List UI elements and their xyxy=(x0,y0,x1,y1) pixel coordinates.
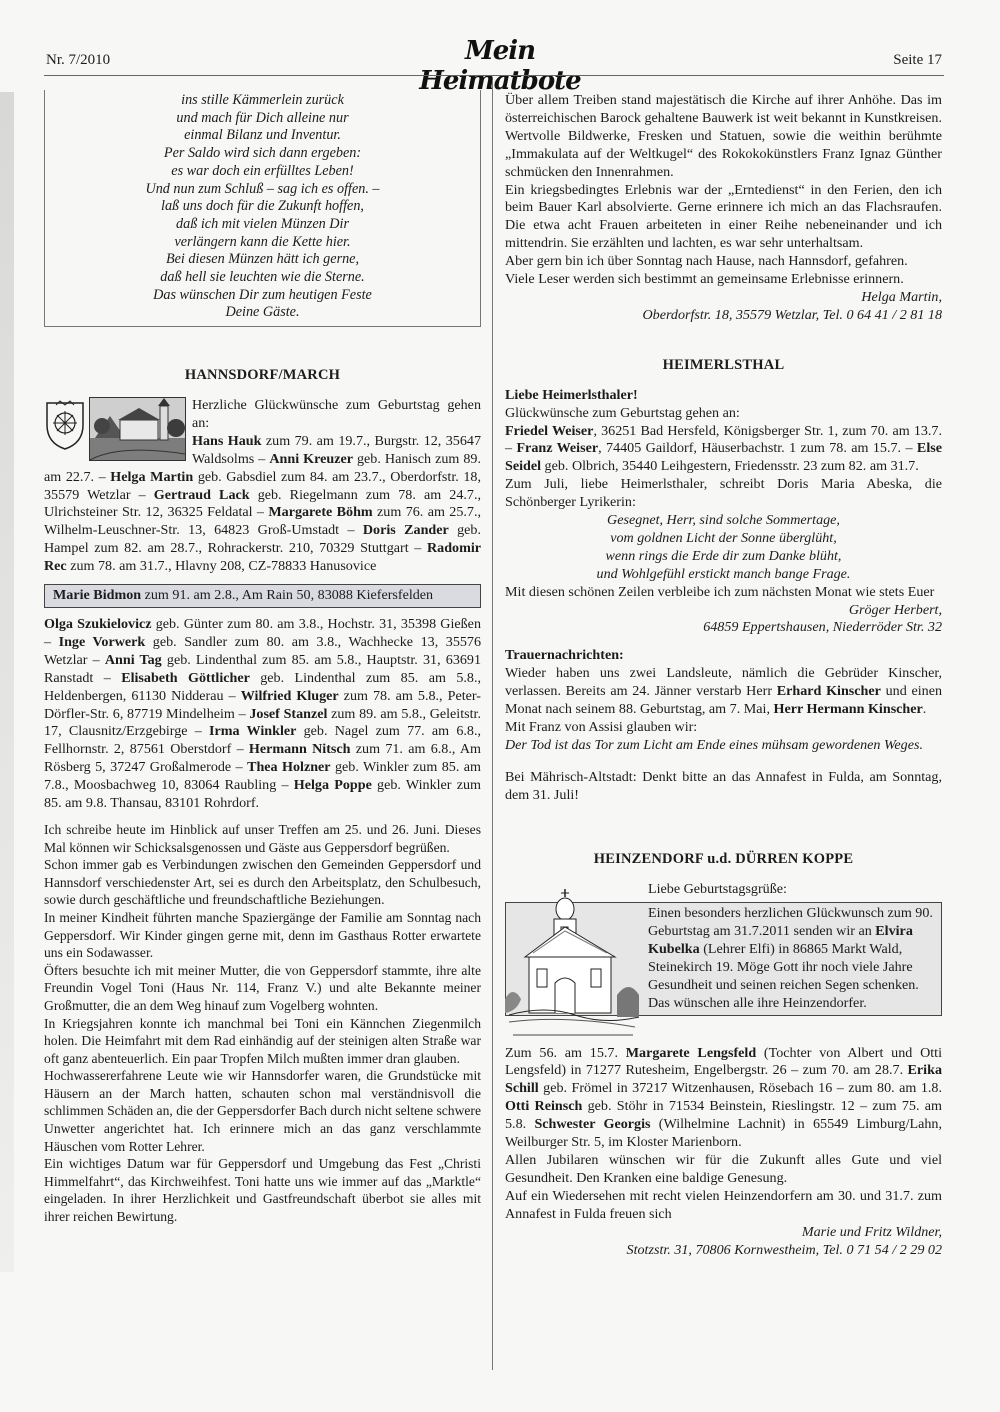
signature-address: Stotzstr. 31, 70806 Kornwestheim, Tel. 0 71 54 / 2 29 02 xyxy=(626,1241,942,1258)
poem-line: wenn rings die Erde dir zum Danke blüht, xyxy=(605,547,842,564)
story-paragraph: In Kriegsjahren konnte ich manchmal bei Toni ein Kännchen Ziegenmilch holen. Die Heimfahrt mit dem Rad einhändig auf der steinigen alten Straße war oft ganz abenteuerlich. Ein paar Tropfen Milch mußten immer dran glauben. xyxy=(44,1015,481,1066)
left-column xyxy=(44,90,481,1226)
highlight-box-kubelka: Einen besonders herzlichen Glückwunsch zum 90. Geburtstag am 31.7.2011 senden wir an Elvira Kubelka (Lehrer Elfi) in 86865 Markt Wald, Steinekirch 19. Möge Gott ihr noch viele Jahre Gesundheit und seinen reichen Segen schenken. Das wünschen alle ihre Heinzendorfer. xyxy=(505,902,942,1015)
poem-line: Gesegnet, Herr, sind solche Sommertage, xyxy=(607,512,840,529)
section-heading-hannsdorf: HANNSDORF/MARCH xyxy=(184,367,341,384)
birthday-name: Hans Hauk xyxy=(192,432,262,449)
story-paragraph: Ein wichtiges Datum war für Geppersdorf und Umgebung das Fest „Christi Himmelfahrt“, das Kirchweihfest. Toni hatte uns wie immer auf das „Marktle“ eingeladen. In ihrer Herzlichkeit und Gastfreundschaft überbot sie alles mit ihrer reichen Bewirtung. xyxy=(44,1156,481,1225)
issue-number: Nr. 7/2010 xyxy=(46,52,111,68)
story-paragraph: Aber gern bin ich über Sonntag nach Hause, nach Hannsdorf, gefahren. xyxy=(505,253,908,270)
annafest-note: Bei Mährisch-Altstadt: Denkt bitte an das Annafest in Fulda, am Sonntag, dem 31. Juli! xyxy=(505,768,942,803)
birthday-name: Doris Zander xyxy=(362,522,449,539)
hannsdorf-birthdays: Herzliche Glückwünsche zum Geburtstag gehen an: Hans Hauk zum 79. am 19.7., Burgstr. 12, 35647 Waldsolms – Anni Kreuzer geb. Hanisch zum 89. am 22.7. – Helga Martin geb. Gabsdiel zum 84. am 23.7., Oberdorfstr. 18, 35579 Wetzlar – Gertraud Lack geb. Riegelmann zum 78. am 24.7., Ulrichsteiner Str. 12, 36325 Feldatal – Margarete Böhm zum 76. am 25.7., Wilhelm-Leuschner-Str. 13, 64823 Groß-Umstadt – Doris Zander geb. Hampel zum 82. am 28.7., Rohrackerstr. 210, 70329 Stuttgart – Radomir Rec zum 78. am 31.7., Hlavny 208, CZ-78833 Hanusovice xyxy=(44,397,482,575)
birthday-name: Margarete Böhm xyxy=(268,504,373,521)
story-paragraph: Hochwassererfahrene Leute wie wir Hannsdorfer waren, die Grundstücke mit Häusern an der March hatten, schauten schon mal verständnisvoll die schlimmen Schäden an, die der Geppersdorfer Bach durch nicht seltene schwere Unwetter angerichtet hat. Ich erinnere mich an das ganz verschlammte Häuschen vom Rotter Lehrer. xyxy=(44,1068,481,1154)
scan-edge xyxy=(0,92,14,1272)
header-rule xyxy=(44,75,944,76)
heinzendorf-birthdays: Zum 56. am 15.7. Margarete Lengsfeld (Tochter von Albert und Otti Lengsfeld) in 71277 Rutesheim, Engelbergstr. 26 – zum 70. am 28.7. Erika Schill geb. Frömel in 37217 Witzenhausen, Rösebach 16 – zum 80. am 1.8. Otti Reinsch geb. Stöhr in 71534 Beinstein, Rieslingstr. 12 – zum 75. am 5.8. Schwester Georgis (Wilhelmine Lachnit) in 65549 Limburg/Lahn, Weilburger Str. 5, im Kloster Marienborn. xyxy=(505,1044,942,1151)
signature-address: Oberdorfstr. 18, 35579 Wetzlar, Tel. 0 64 41 / 2 81 18 xyxy=(642,306,942,323)
poem-line: einmal Bilanz und Inventur. xyxy=(184,127,341,144)
birthday-name: Gertraud Lack xyxy=(153,486,250,503)
masthead-logo: Mein Heimatbote xyxy=(419,36,581,96)
right-column: Über allem Treiben stand majestätisch die Kirche auf ihrer Anhöhe. Das im österreichischen Barock gehaltene Bauwerk ist weit bekannt in Kunstkreisen. Wertvolle Bildwerke, Fresken und Statuen, sowie die weithin berühmte „Immakulata auf der Weltkugel“ des Rokokokünstlers Franz Ignaz Günther schmücken den Innenrahmen. Ein kriegsbedingtes Erlebnis war der „Erntedienst“ in den Ferien, den ich beim Bauer Karl absolvierte. Gerne erinnere ich mich an das Flachsraufen. Die etwa acht Frauen arbeiteten in einer Reihe nebeneinander und ich mittendrin. Sie erzählten und lachten, es war sehr unterhaltsam. Aber gern bin ich über Sonntag nach Hause, nach Hannsdorf, gefahren. Viele Leser werden sich bestimmt an gemeinsame Erlebnisse erinnern. Helga Martin, Oberdorfstr. 18, 35579 Wetzlar, Tel. 0 64 41 / 2 81 18 HEIMERLSTHAL Liebe Heimerlsthaler! Glückwünsche zum Geburtstag gehen an: Friedel Weiser, 36251 Bad Hersfeld, Königsberger Str. 1, zum 70. am 13.7. – Franz Weiser, 74405 Gaildorf, Häuserbachstr. 1 zum 78. am 15.7. – Else Seidel geb. Olbrich, 35440 Leihgestern, Friedensstr. 23 zum 82. am 31.7. Zum Juli, liebe Heimerlsthaler, schreibt Doris Maria Abeska, die Schönberger Lyrikerin: Gesegnet, Herr, sind solche Sommertage, vom goldnen Licht der Sonne überglüht, wenn rings die Erde dir zum Danke blüht, und Wohlgefühl erstickt manch bange Frage. Mit diesen schönen Zeilen verbleibe ich zum nächsten Monat wie stets Euer Gröger Herbert, 64859 Eppertshausen, Niederröder Str. 32 Trauernachrichten: Wieder haben uns zwei Landsleute, nämlich die Gebrüder Kinscher, verlassen. Bereits am 24. Jänner verstarb Herr Erhard Kinscher und einen Monat nach seinem 88. Geburtstag, am 7. Mai, Herr Hermann Kinscher. Mit Franz von Assisi glauben wir: Der Tod ist das Tor zum Licht am Ende eines mühsam gewordenen Weges. Bei Mährisch-Altstadt: Denkt bitte an das Annafest in Fulda, am Sonntag, dem 31. Juli! HEINZENDORF u.d. DÜRREN KOPPE Liebe Geburtstagsgrüße: Einen besonders herzlichen Glückwunsch zum 90. Geburtstag am 31.7.2011 senden wir an Elvira Kubelka (Lehrer Elfi) in 86865 Markt Wald, Steinekirch 19. Möge Gott ihr noch viele Jahre Gesundheit und seinen reichen Segen schenken. Das wünschen alle ihre Heinzendorfer. Zum 56. am 15.7. Margarete Lengsfeld (Tochter von Albert und Otti Lengsfeld) in 71277 Rutesheim, Engelbergstr. 26 – zum 70. am 28.7. Erika Schill geb. Frömel in 37217 Witzenhausen, Rösebach 16 – zum 80. am 1.8. Otti Reinsch geb. Stöhr in 71534 Beinstein, Rieslingstr. 12 – zum 75. am 5.8. Schwester Georgis (Wilhelmine Lachnit) in 65549 Limburg/Lahn, Weilburger Str. 5, im Kloster Marienborn. Allen Jubilaren wünschen wir für die Zukunft alles Gute und viel Gesundheit. Den Kranken eine baldige Genesung. Auf ein Wiedersehen mit recht vielen Heinzendorfern am 30. und 31.7. zum Annafest in Fulda freuen sich Marie und Fritz Wildner, Stotzstr. 31, 70806 Kornwestheim, Tel. 0 71 54 / 2 29 02 xyxy=(505,92,943,1258)
story-paragraph: Öfters besuchte ich mit meiner Mutter, die von Geppersdorf stammte, ihre alte Freundin Vogel Toni (Haus Nr. 114, Franz V.) und alte Bekannte meiner Großmutter, die an dem Weg hinauf zum Vogelberg wohnten. xyxy=(44,962,481,1013)
poem-line: ins stille Kämmerlein zurück xyxy=(181,92,344,108)
poem-line: Deine Gäste. xyxy=(225,304,300,321)
signature-name: Helga Martin, xyxy=(861,288,942,305)
coat-of-arms-icon xyxy=(44,399,86,451)
hannsdorf-story xyxy=(44,821,481,1226)
signature-address: 64859 Eppertshausen, Niederröder Str. 32 xyxy=(703,619,942,636)
poem-line: verlängern kann die Kette hier. xyxy=(174,233,351,250)
poem-line: und Wohlgefühl erstickt manch bange Frage. xyxy=(596,565,851,582)
poem-line: und mach für Dich alleine nur xyxy=(176,109,349,126)
poem-line: Bei diesen Münzen hätt ich gerne, xyxy=(165,251,360,268)
poem-line: laß uns doch für die Zukunft hoffen, xyxy=(161,198,364,215)
poem-line: Per Saldo wird sich dann ergeben: xyxy=(163,145,362,162)
church-drawing xyxy=(505,887,640,1039)
poem-line: daß ich mit vielen Münzen Dir xyxy=(176,215,349,232)
quote: Der Tod ist das Tor zum Licht am Ende eines mühsam gewordenen Weges. xyxy=(505,736,923,753)
summer-poem xyxy=(505,512,942,584)
heinzendorf-block: Liebe Geburtstagsgrüße: Einen besonders herzlichen Glückwunsch zum 90. Geburtstag am 31.7.2011 senden wir an Elvira Kubelka (Lehrer Elfi) in 86865 Markt Wald, Steinekirch 19. Möge Gott ihr noch viele Jahre Gesundheit und seinen reichen Segen schenken. Das wünschen alle ihre Heinzendorfer. Zum 56. am 15.7. Margarete Lengsfeld (Tochter von Albert und Otti Lengsfeld) in 71277 Rutesheim, Engelbergstr. 26 – zum 70. am 28.7. Erika Schill geb. Frömel in 37217 Witzenhausen, Rösebach 16 – zum 80. am 1.8. Otti Reinsch geb. Stöhr in 71534 Beinstein, Rieslingstr. 12 – zum 75. am 5.8. Schwester Georgis (Wilhelmine Lachnit) in 65549 Limburg/Lahn, Weilburger Str. 5, im Kloster Marienborn. Allen Jubilaren wünschen wir für die Zukunft alles Gute und viel Gesundheit. Den Kranken eine baldige Genesung. Auf ein Wiedersehen mit recht vielen Heinzendorfern am 30. und 31.7. zum Annafest in Fulda freuen sich Marie und Fritz Wildner, Stotzstr. 31, 70806 Kornwestheim, Tel. 0 71 54 / 2 29 02 xyxy=(505,880,942,1258)
column-divider xyxy=(492,80,493,1370)
signature-name: Gröger Herbert, xyxy=(848,601,942,618)
story-paragraph: In meiner Kindheit führten manche Spaziergänge der Familie am Sonntag nach Geppersdorf. Wir Kinder gingen gerne mit, denn im Gasthaus Rotter erwartete uns ein Sodawasser. xyxy=(44,909,481,961)
birthday-name: Marie Bidmon xyxy=(53,587,142,604)
signature-name: Marie und Fritz Wildner, xyxy=(801,1223,942,1240)
hannsdorf-birthdays-august: Olga Szukielovicz geb. Günter zum 80. am 3.8., Hochstr. 31, 35398 Gießen – Inge Vorwerk geb. Sandler zum 80. am 3.8., Wachhecke 13, 35576 Wetzlar – Anni Tag geb. Lindenthal zum 85. am 5.8., Hauptstr. 31, 63691 Ranstadt – Elisabeth Göttlicher geb. Lindenthal zum 85. am 5.8., Heldenbergen, 61130 Nidderau – Wilfried Kluger zum 78. am 5.8., Peter-Dörfler-Str. 6, 87719 Mindelheim – Josef Stanzel zum 89. am 5.8., Geleitstr. 17, Clausnitz/Erzgebirge – Irma Winkler geb. Nagel zum 77. am 6.8., Fellhornstr. 2, 87561 Oberstdorf – Hermann Nitsch zum 71. am 6.8., Am Rösberg 5, 37247 Großalmerode – Thea Holzner geb. Winkler zum 85. am 7.8., Moosbachweg 10, 83064 Raubling – Helga Poppe geb. Winkler zum 85. am 9.8. Thansau, 83101 Rohrdorf. xyxy=(44,616,482,812)
obituary-text: Wieder haben uns zwei Landsleute, nämlich die Gebrüder Kinscher, verlassen. Bereits am 24. Jänner verstarb Herr Erhard Kinscher und einen Monat nach seinem 88. Geburtstag, am 7. Mai, Herr Hermann Kinscher. xyxy=(505,665,942,718)
poem-line: es war doch ein erfülltes Leben! xyxy=(171,162,354,179)
section-heading-heimerlsthal: HEIMERLSTHAL xyxy=(662,356,785,373)
poem-box xyxy=(44,90,481,327)
obituary-heading: Trauernachrichten: xyxy=(505,647,624,664)
birthday-name: Anni Kreuzer xyxy=(269,450,353,467)
story-paragraph: Ein kriegsbedingtes Erlebnis war der „Erntedienst“ in den Ferien, den ich beim Bauer Karl absolvierte. Gerne erinnere ich mich an das Flachsraufen. Die etwa acht Frauen arbeiteten in einer Reihe nebeneinander und ich mittendrin. Sie erzählten und lachten, es war sehr unterhaltsam. xyxy=(505,181,942,252)
village-photo xyxy=(89,397,186,461)
greeting: Liebe Heimerlsthaler! xyxy=(505,386,638,403)
heimerlsthal-birthdays: Friedel Weiser, 36251 Bad Hersfeld, Königsberger Str. 1, zum 70. am 13.7. – Franz Weiser, 74405 Gaildorf, Häuserbachstr. 1 zum 78. am 15.7. – Else Seidel geb. Olbrich, 35440 Leihgestern, Friedensstr. 23 zum 82. am 31.7. xyxy=(505,422,943,475)
birthday-name: Radomir Rec xyxy=(44,540,481,575)
highlight-box-bidmon: Marie Bidmon zum 91. am 2.8., Am Rain 50, 83088 Kiefersfelden xyxy=(44,584,481,608)
birthday-name: Helga Martin xyxy=(110,468,194,485)
story-paragraph: Ich schreibe heute im Hinblick auf unser Treffen am 25. und 26. Juni. Dieses Mal können wir Schicksalsgenossen und Gäste aus Geppersdorf begrüßen. xyxy=(44,821,481,855)
story-paragraph: Über allem Treiben stand majestätisch die Kirche auf ihrer Anhöhe. Das im österreichischen Barock gehaltene Bauwerk ist weit bekannt in Kunstkreisen. Wertvolle Bildwerke, Fresken und Statuen, sowie die weithin berühmte „Immakulata auf der Weltkugel“ des Rokokokünstlers Franz Ignaz Günther schmücken den Innenrahmen. xyxy=(505,92,942,180)
poem-line: Das wünschen Dir zum heutigen Feste xyxy=(153,286,372,303)
poem-line: daß hell sie leuchten wie die Sterne. xyxy=(160,269,365,286)
section-heading-heinzendorf: HEINZENDORF u.d. DÜRREN KOPPE xyxy=(593,850,854,867)
page-number: Seite 17 xyxy=(893,52,942,68)
story-closing: Viele Leser werden sich bestimmt an gemeinsame Erlebnisse erinnern. xyxy=(505,271,904,288)
poem-line: Und nun zum Schluß – sag ich es offen. – xyxy=(145,180,380,197)
poem-line: vom goldnen Licht der Sonne überglüht, xyxy=(610,529,837,546)
story-paragraph: Schon immer gab es Verbindungen zwischen den Gemeinden Geppersdorf und Hannsdorf verschiedenster Art, sei es durch den Arbeitsplatz, den Schulbesuch, sowie durch geschäftliche und freundschaftliche Beziehungen. xyxy=(44,857,481,908)
